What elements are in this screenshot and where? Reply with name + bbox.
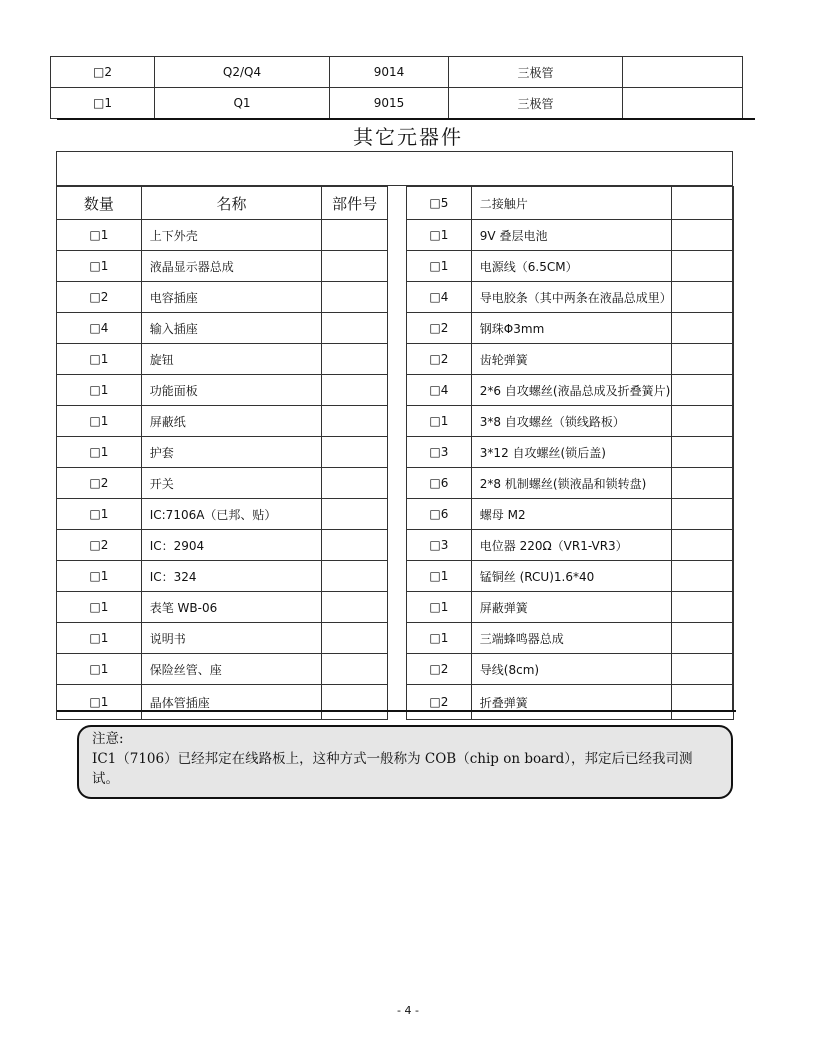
- table-header-row: [57, 187, 388, 220]
- partno-cell: [322, 530, 388, 561]
- table-row: [407, 406, 734, 437]
- divider: [57, 118, 755, 120]
- table-row: [57, 654, 388, 685]
- partno-cell: [322, 561, 388, 592]
- qty-cell: □1: [57, 375, 142, 406]
- partno-cell: [322, 375, 388, 406]
- table-row: [407, 187, 734, 220]
- table-row: [407, 530, 734, 561]
- qty-cell: □1: [407, 623, 472, 654]
- qty-cell: □1: [57, 220, 142, 251]
- qty-cell: □1: [57, 685, 142, 720]
- table-row: [407, 220, 734, 251]
- table-row: [407, 685, 734, 720]
- name-cell: 护套: [141, 437, 321, 468]
- partno-cell: [672, 344, 734, 375]
- partno-cell: [322, 282, 388, 313]
- name-cell: 开关: [141, 468, 321, 499]
- qty-cell: □2: [407, 344, 472, 375]
- partno-cell: [672, 654, 734, 685]
- name-cell: 输入插座: [141, 313, 321, 344]
- partno-cell: [322, 468, 388, 499]
- qty-cell: □1: [57, 344, 142, 375]
- qty-cell: □1: [57, 251, 142, 282]
- table-row: [57, 220, 388, 251]
- partno-cell: [672, 437, 734, 468]
- qty-cell: □2: [407, 313, 472, 344]
- table-row: [407, 313, 734, 344]
- table-row: [57, 530, 388, 561]
- name-cell: 钢珠Φ3mm: [471, 313, 671, 344]
- partno-cell: [672, 313, 734, 344]
- table-row: [407, 251, 734, 282]
- name-cell: IC：2904: [141, 530, 321, 561]
- qty-cell: □4: [407, 282, 472, 313]
- model-cell: 9015: [330, 88, 449, 119]
- page-number: - 4 -: [397, 1004, 419, 1017]
- table-row: [407, 623, 734, 654]
- name-cell: 屏蔽纸: [141, 406, 321, 437]
- name-cell: 电源线（6.5CM）: [471, 251, 671, 282]
- partno-cell: [322, 344, 388, 375]
- divider: [57, 710, 736, 712]
- table-row: [407, 654, 734, 685]
- ref-cell: Q1: [155, 88, 330, 119]
- partno-cell: [672, 530, 734, 561]
- qty-cell: □4: [407, 375, 472, 406]
- qty-cell: □1: [407, 561, 472, 592]
- partno-cell: [672, 592, 734, 623]
- qty-cell: □2: [57, 530, 142, 561]
- partno-cell: [672, 561, 734, 592]
- name-cell: IC:7106A（已邦、贴）: [141, 499, 321, 530]
- transistor-table: [50, 56, 743, 119]
- qty-cell: □1: [57, 592, 142, 623]
- table-row: [51, 88, 743, 119]
- table-row: [57, 344, 388, 375]
- name-cell: 电容插座: [141, 282, 321, 313]
- name-cell: 保险丝管、座: [141, 654, 321, 685]
- partno-cell: [672, 685, 734, 720]
- table-row: [57, 375, 388, 406]
- qty-cell: □3: [407, 530, 472, 561]
- partno-cell: [322, 313, 388, 344]
- qty-cell: □6: [407, 468, 472, 499]
- qty-cell: □1: [57, 499, 142, 530]
- partno-cell: [672, 220, 734, 251]
- note-box: [77, 725, 733, 799]
- table-row: [407, 592, 734, 623]
- partno-cell: [672, 468, 734, 499]
- partno-cell: [672, 375, 734, 406]
- partno-cell: [672, 187, 734, 220]
- name-cell: 功能面板: [141, 375, 321, 406]
- name-cell: 上下外壳: [141, 220, 321, 251]
- name-cell: 旋钮: [141, 344, 321, 375]
- partno-cell: [322, 437, 388, 468]
- table-row: [57, 282, 388, 313]
- column-header-qty: 数量: [57, 187, 142, 220]
- name-cell: 3*8 自攻螺丝（锁线路板）: [471, 406, 671, 437]
- qty-cell: □2: [407, 685, 472, 720]
- table-row: [407, 437, 734, 468]
- name-cell: 2*6 自攻螺丝(液晶总成及折叠簧片): [471, 375, 671, 406]
- qty-cell: □1: [57, 406, 142, 437]
- name-cell: IC：324: [141, 561, 321, 592]
- partno-cell: [672, 623, 734, 654]
- name-cell: 齿轮弹簧: [471, 344, 671, 375]
- extra-cell: [623, 88, 743, 119]
- qty-cell: □1: [407, 592, 472, 623]
- qty-cell: □6: [407, 499, 472, 530]
- qty-cell: □1: [51, 88, 155, 119]
- partno-cell: [322, 220, 388, 251]
- partno-cell: [672, 282, 734, 313]
- table-row: [51, 57, 743, 88]
- partno-cell: [322, 251, 388, 282]
- column-header-name: 名称: [141, 187, 321, 220]
- qty-cell: □1: [57, 561, 142, 592]
- partno-cell: [672, 499, 734, 530]
- qty-cell: □2: [407, 654, 472, 685]
- column-header-partno: 部件号: [322, 187, 388, 220]
- name-cell: 9V 叠层电池: [471, 220, 671, 251]
- table-row: [57, 561, 388, 592]
- table-row: [407, 499, 734, 530]
- qty-cell: □3: [407, 437, 472, 468]
- qty-cell: □5: [407, 187, 472, 220]
- partno-cell: [322, 499, 388, 530]
- table-row: [57, 592, 388, 623]
- qty-cell: □2: [51, 57, 155, 88]
- partno-cell: [672, 406, 734, 437]
- ref-cell: Q2/Q4: [155, 57, 330, 88]
- table-row: [57, 623, 388, 654]
- name-cell: 三极管: [449, 57, 623, 88]
- qty-cell: □1: [407, 251, 472, 282]
- partno-cell: [322, 654, 388, 685]
- components-table-right: [406, 186, 734, 720]
- name-cell: 电位器 220Ω（VR1-VR3）: [471, 530, 671, 561]
- name-cell: 折叠弹簧: [471, 685, 671, 720]
- other-components-frame: [56, 151, 733, 712]
- partno-cell: [322, 592, 388, 623]
- table-row: [57, 251, 388, 282]
- table-row: [57, 499, 388, 530]
- name-cell: 导电胶条（其中两条在液晶总成里）: [471, 282, 671, 313]
- table-row: [407, 561, 734, 592]
- name-cell: 表笔 WB-06: [141, 592, 321, 623]
- name-cell: 锰铜丝 (RCU)1.6*40: [471, 561, 671, 592]
- extra-cell: [623, 57, 743, 88]
- model-cell: 9014: [330, 57, 449, 88]
- table-row: [57, 685, 388, 720]
- name-cell: 说明书: [141, 623, 321, 654]
- qty-cell: □1: [57, 623, 142, 654]
- note-label: 注意:: [92, 731, 124, 747]
- name-cell: 晶体管插座: [141, 685, 321, 720]
- table-row: [57, 468, 388, 499]
- table-row: [407, 344, 734, 375]
- table-row: [407, 282, 734, 313]
- qty-cell: □2: [57, 468, 142, 499]
- qty-cell: □1: [57, 437, 142, 468]
- qty-cell: □1: [407, 406, 472, 437]
- name-cell: 三极管: [449, 88, 623, 119]
- table-row: [57, 406, 388, 437]
- name-cell: 二接触片: [471, 187, 671, 220]
- partno-cell: [322, 406, 388, 437]
- components-table-left: [56, 186, 388, 720]
- qty-cell: □1: [57, 654, 142, 685]
- name-cell: 2*8 机制螺丝(锁液晶和锁转盘): [471, 468, 671, 499]
- name-cell: 螺母 M2: [471, 499, 671, 530]
- name-cell: 液晶显示器总成: [141, 251, 321, 282]
- name-cell: 屏蔽弹簧: [471, 592, 671, 623]
- name-cell: 三端蜂鸣器总成: [471, 623, 671, 654]
- table-row: [407, 468, 734, 499]
- partno-cell: [672, 251, 734, 282]
- partno-cell: [322, 623, 388, 654]
- note-text: IC1（7106）已经邦定在线路板上，这种方式一般称为 COB（chip on board），邦定后已经我司测试。: [92, 751, 693, 787]
- qty-cell: □1: [407, 220, 472, 251]
- table-row: [407, 375, 734, 406]
- partno-cell: [322, 685, 388, 720]
- qty-cell: □4: [57, 313, 142, 344]
- name-cell: 3*12 自攻螺丝(锁后盖): [471, 437, 671, 468]
- section-title: 其它元器件: [353, 125, 463, 149]
- qty-cell: □2: [57, 282, 142, 313]
- name-cell: 导线(8cm): [471, 654, 671, 685]
- table-row: [57, 313, 388, 344]
- table-row: [57, 437, 388, 468]
